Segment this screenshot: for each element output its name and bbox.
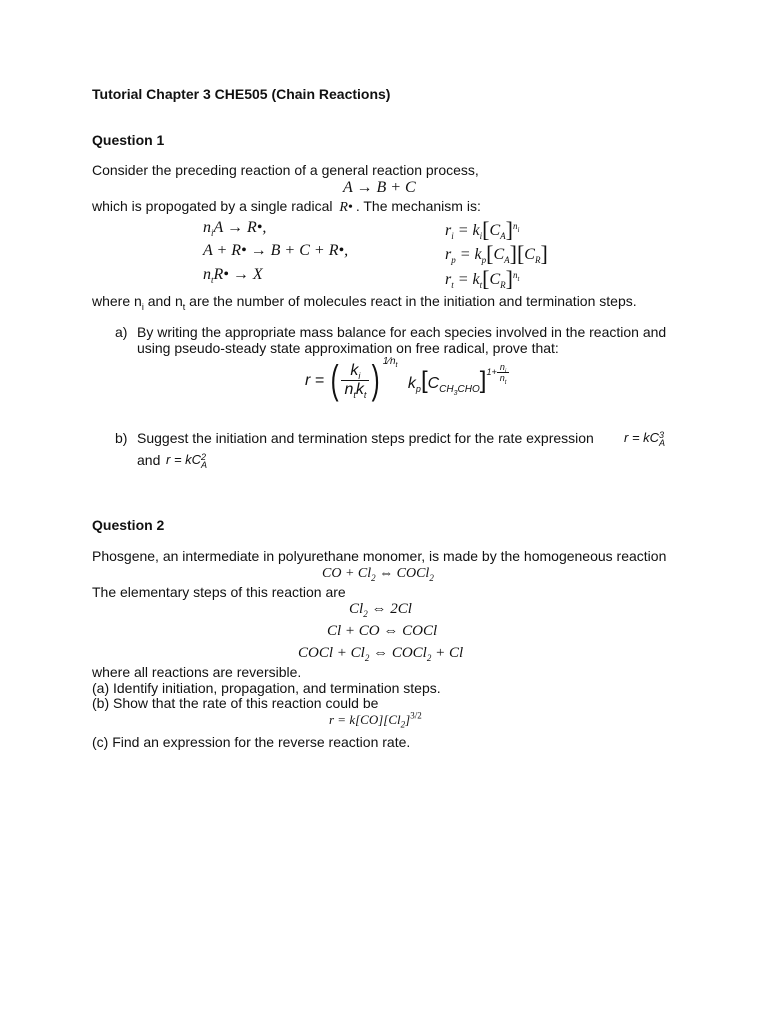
q1b-expr1: r = kC 3 A xyxy=(624,429,666,448)
q1-where-line: where $n_i$ and $n_t$ are the number of molecules react in the initiation and termination steps. xyxy=(92,293,637,312)
q1-radical-post: . The mechanism is: xyxy=(355,198,481,214)
q1a-label: a) xyxy=(115,324,128,340)
q1b-expr2: r = kC 2 A xyxy=(166,451,208,470)
q2-part-c: (c) Find an expression for the reverse reaction rate. xyxy=(92,734,411,750)
q1a-line1: By writing the appropriate mass balance for each species involved in the reaction and xyxy=(137,324,667,340)
q1b-line1: Suggest the initiation and termination steps predict for the rate expression xyxy=(137,430,594,446)
q1-radical-symbol: R• xyxy=(339,200,353,215)
q2-part-a: (a) Identify initiation, propagation, and termination steps. xyxy=(92,680,441,696)
q1-overall-reaction: A → B + C xyxy=(343,179,416,196)
q2-step-1: $Cl_2$ ⇔ 2Cl xyxy=(349,601,412,619)
q2-overall-reaction: CO + $Cl_2$ ⇔ COCl$_2$ xyxy=(322,566,434,583)
q2-step-2: Cl + CO ⇔ COCl xyxy=(327,623,438,639)
q1-radical-pre: which is propogated by a single radical xyxy=(92,198,333,214)
q2-intro: Phosgene, an intermediate in polyurethane monomer, is made by the homogeneous reaction xyxy=(92,548,667,564)
q2-rate-expression: $r = k[CO][Cl_2]^{3/2}$ xyxy=(329,710,422,730)
q2-step-3: COCl + $Cl_2$ ⇔ COCl$_2$ + Cl xyxy=(298,645,464,663)
q1-rate-equation: r = ( $\frac{k_i}{n_tk_t}$ ) $1⁄n_t$ $k_p[C_{CH_3CHO}]1+$ $\frac{n_i}{n_t}$ xyxy=(305,358,509,403)
question-2-heading: Question 2 xyxy=(92,517,165,533)
rate-initiation: $r_i = k_i[C_A]^{n_i}$ xyxy=(445,217,520,242)
q2-part-b: (b) Show that the rate of this reaction could be xyxy=(92,695,379,711)
q1b-and: and xyxy=(137,452,161,468)
rate-propagation: $r_p = k_p[C_A][C_R]$ xyxy=(445,241,548,266)
mech-termination: $n_tR• \to X$ xyxy=(203,266,263,286)
mech-propagation: A + R• → B + C + R•, xyxy=(203,242,349,259)
q1-radical-line xyxy=(92,198,481,216)
question-1-heading: Question 1 xyxy=(92,132,165,148)
q1a-line2: using pseudo-steady state approximation on free radical, prove that: xyxy=(137,340,559,356)
q2-reversible-note: where all reactions are reversible. xyxy=(92,664,302,680)
mech-initiation: $n_iA$ → R•, xyxy=(203,219,267,239)
q1b-label: b) xyxy=(115,430,128,446)
document-title: Tutorial Chapter 3 CHE505 (Chain Reactions) xyxy=(92,86,391,102)
q1-intro: Consider the preceding reaction of a general reaction process, xyxy=(92,162,479,178)
rate-termination: $r_t = k_t[C_R]^{n_t}$ xyxy=(445,266,520,291)
q2-elementary-intro: The elementary steps of this reaction are xyxy=(92,584,346,600)
